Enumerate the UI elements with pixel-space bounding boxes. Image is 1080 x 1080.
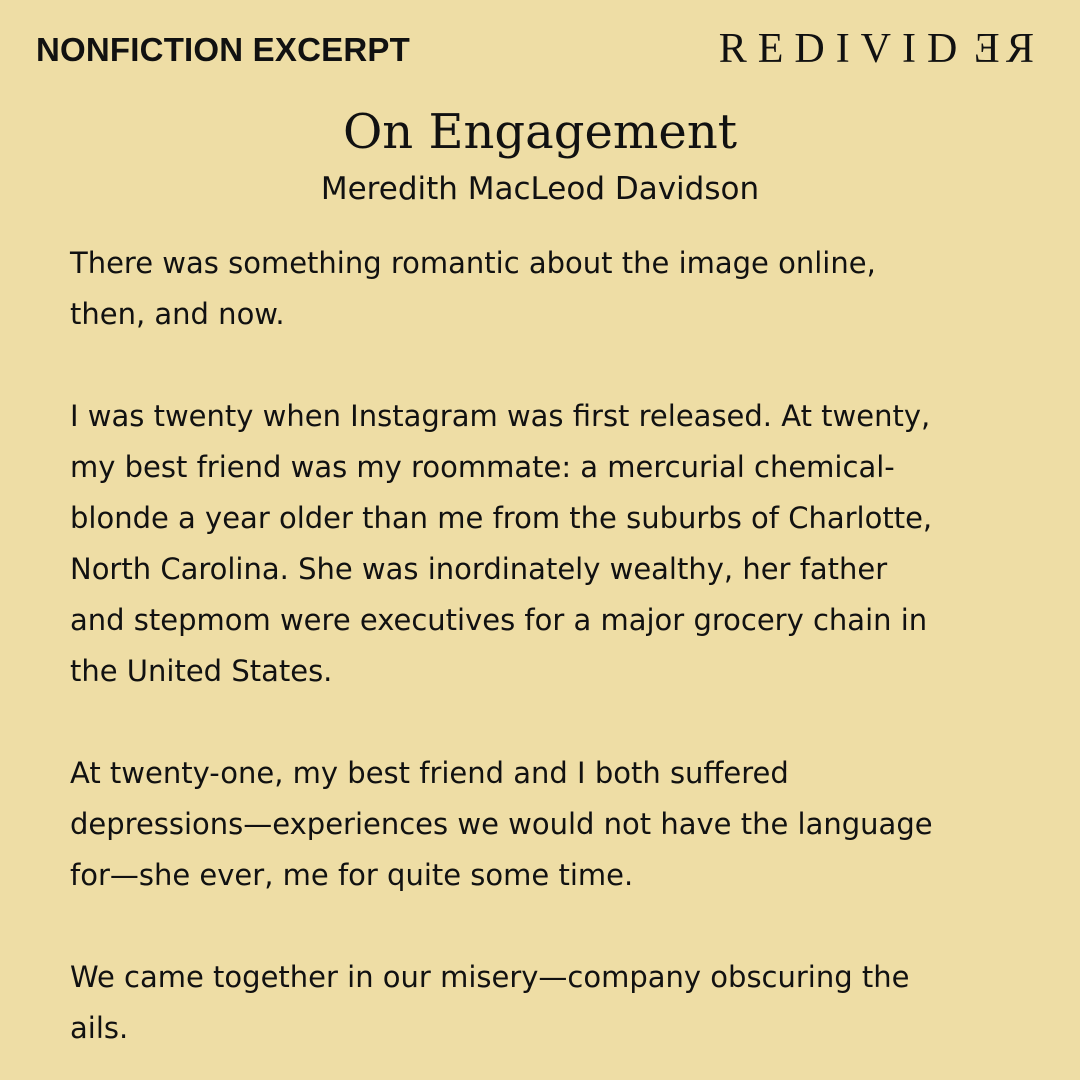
paragraph-line: for—she ever, me for quite some time. xyxy=(70,858,634,892)
paragraph-line: the United States. xyxy=(70,654,333,688)
paragraph-line: ails. xyxy=(70,1011,129,1045)
brand-logo xyxy=(719,24,1034,74)
section-label: NONFICTION EXCERPT xyxy=(36,31,410,68)
brand-logo-main: REDIVID xyxy=(718,26,969,72)
paragraph-line: I was twenty when Instagram was first released. At twenty, xyxy=(70,399,931,433)
paragraph-line: We came together in our misery—company obscuring the xyxy=(70,960,910,994)
article-body xyxy=(70,238,1030,1054)
paragraph-3 xyxy=(70,748,1030,901)
brand-logo-mirrored-e: E xyxy=(974,26,1000,72)
paragraph-line: At twenty-one, my best friend and I both suffered xyxy=(70,756,789,790)
paragraph-1 xyxy=(70,238,1030,340)
paragraph-line: North Carolina. She was inordinately wealthy, her father xyxy=(70,552,888,586)
article-author: Meredith MacLeod Davidson xyxy=(320,171,760,207)
paragraph-2 xyxy=(70,391,1030,697)
paragraph-line: There was something romantic about the image online, xyxy=(70,246,876,280)
paragraph-line: my best friend was my roommate: a mercurial chemical- xyxy=(70,450,895,484)
paragraph-line: depressions—experiences we would not have the language xyxy=(70,807,933,841)
brand-logo-mirrored-r: R xyxy=(1005,26,1034,72)
paragraph-line: then, and now. xyxy=(70,297,285,331)
paragraph-line: and stepmom were executives for a major grocery chain in xyxy=(70,603,928,637)
paragraph-4 xyxy=(70,952,1030,1054)
article-title: On Engagement xyxy=(342,104,738,160)
paragraph-line: blonde a year older than me from the suburbs of Charlotte, xyxy=(70,501,933,535)
